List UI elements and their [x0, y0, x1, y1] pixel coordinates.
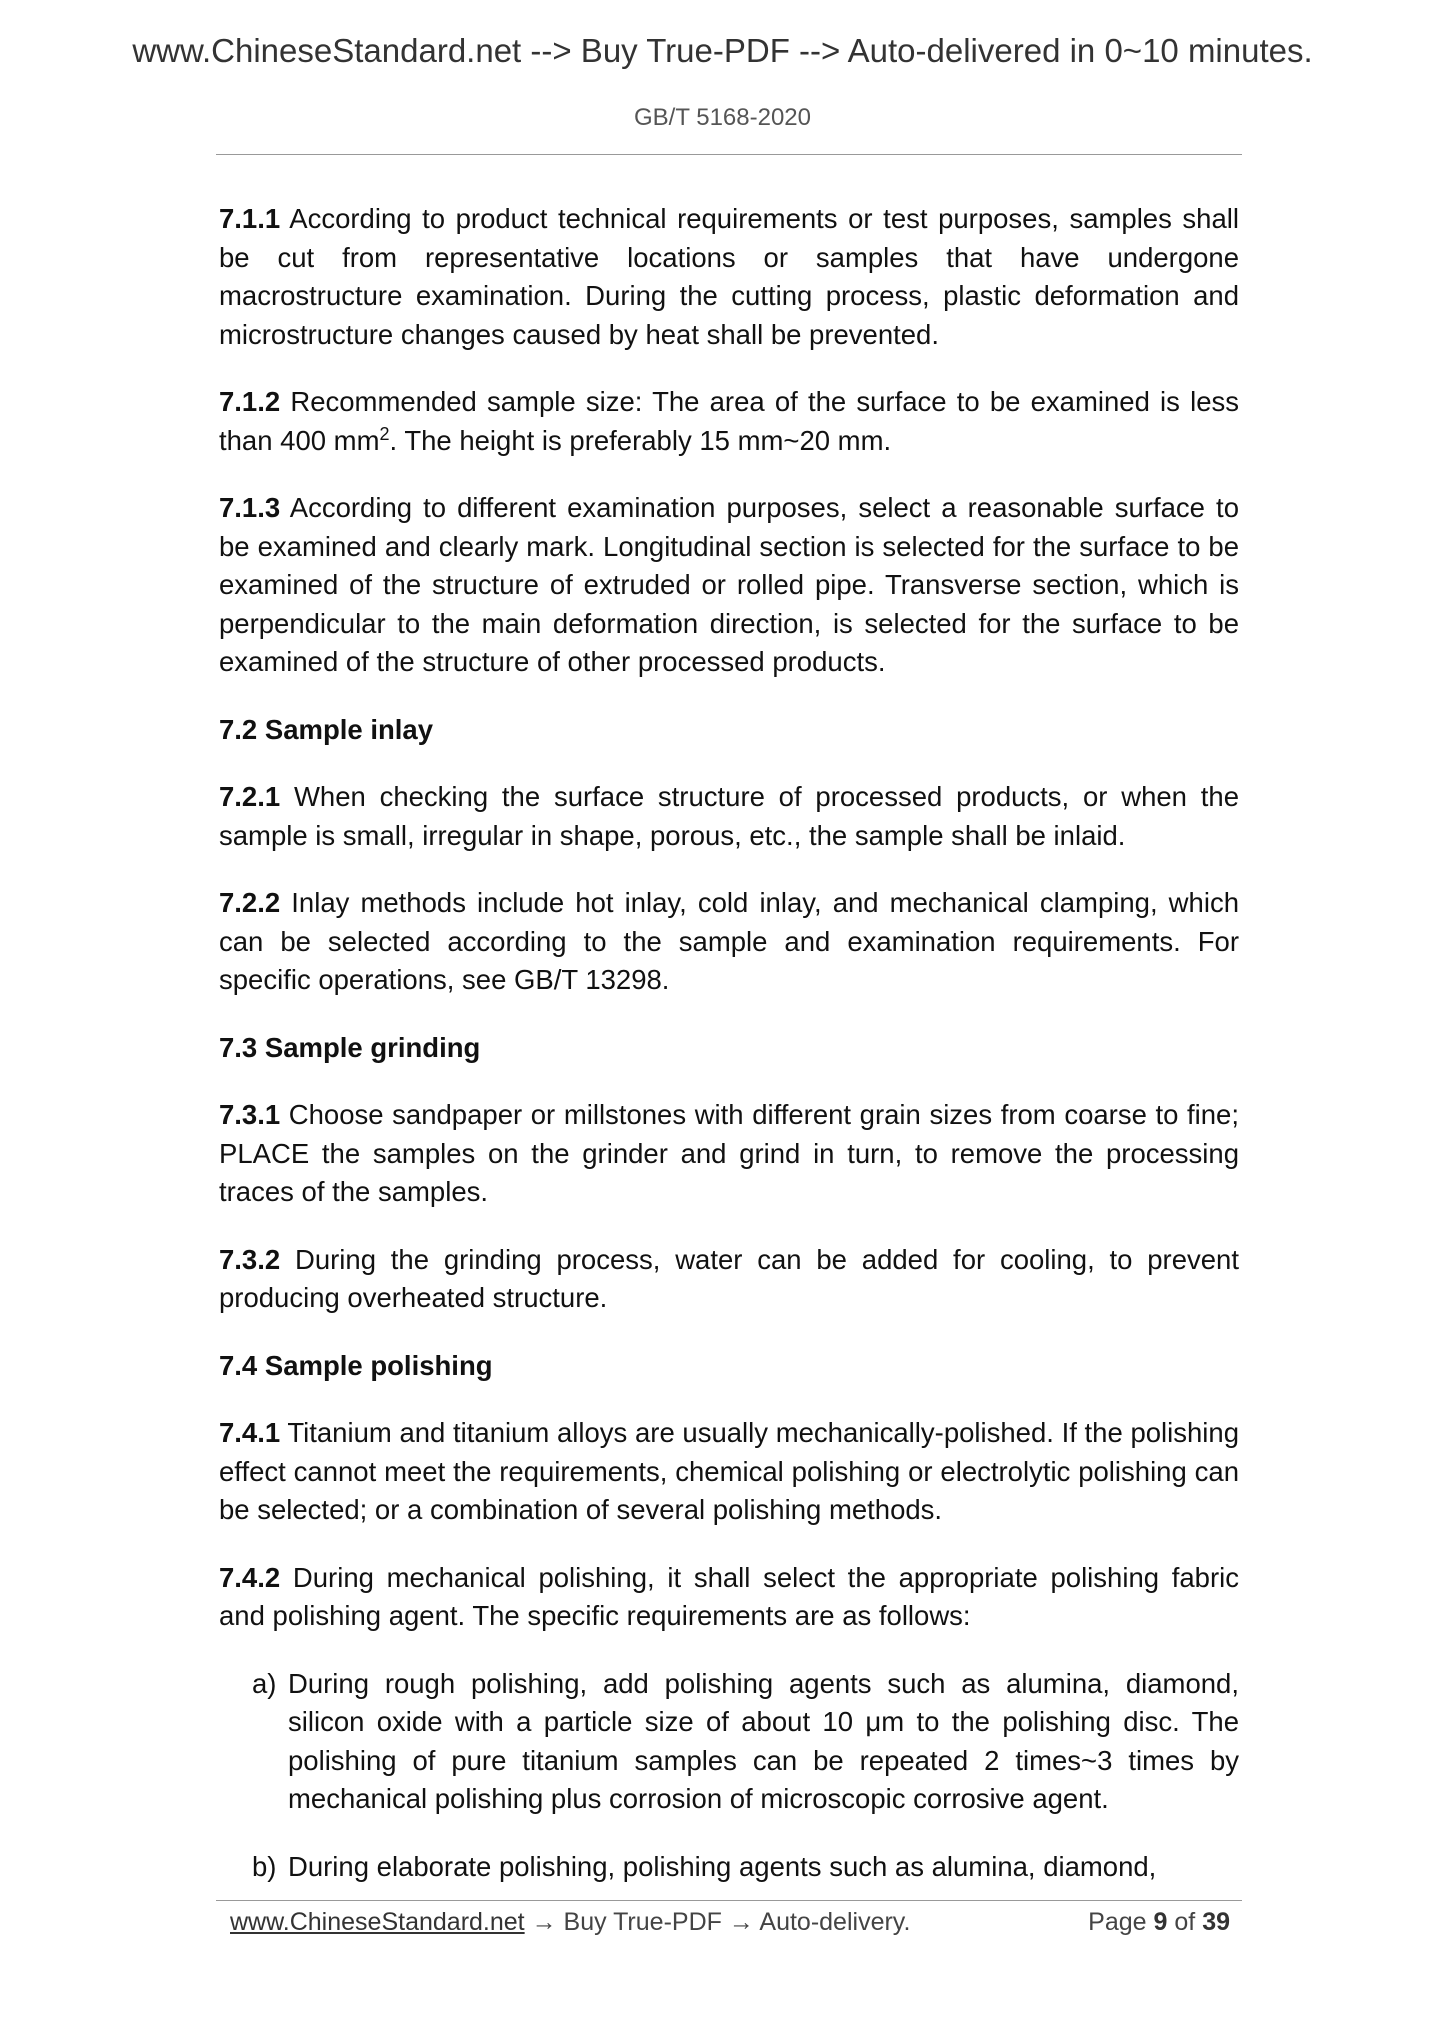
paragraph-text: . The height is preferably 15 mm~20 mm. — [389, 424, 892, 456]
section-heading-7-4: 7.4 Sample polishing — [219, 1349, 493, 1381]
clause-number: 7.2.2 — [219, 887, 281, 918]
paragraph-7-1-2 — [219, 383, 1239, 460]
clause-number: 7.2.1 — [219, 781, 281, 812]
page-total: 39 — [1202, 1908, 1230, 1936]
paragraph-7-4-2 — [219, 1559, 1239, 1636]
footer-tagline: → Buy True-PDF → Auto-delivery. — [524, 1908, 911, 1936]
paragraph-text: During mechanical polishing, it shall select the appropriate polishing fabric and polishing agent. The specific requirements are as follows: — [219, 1561, 1239, 1631]
page-body — [219, 200, 1239, 1915]
clause-number: 7.4.2 — [219, 1561, 281, 1593]
clause-number: 7.3.1 — [219, 1099, 281, 1130]
paragraph-text: When checking the surface structure of processed products, or when the sample is small, irregular in shape, porous, etc., the sample shall be inlaid. — [219, 781, 1239, 851]
superscript: 2 — [379, 423, 390, 444]
of-label: of — [1174, 1908, 1196, 1936]
clause-number: 7.1.2 — [219, 386, 281, 417]
paragraph-text: According to product technical requirements or test purposes, samples shall be cut from representative locations or samples that have undergone macrostructure examination. During the cutting process, plastic deformation and microstructure changes caused by heat shall be prevented. — [219, 203, 1239, 350]
list-item-a — [252, 1665, 1239, 1819]
paragraph-7-2-1 — [219, 778, 1239, 855]
paragraph-text: During the grinding process, water can be added for cooling, to prevent producing overheated structure. — [219, 1243, 1239, 1313]
paragraph-7-3-2 — [219, 1241, 1239, 1318]
page-number: 9 — [1153, 1908, 1168, 1936]
paragraph-text: Choose sandpaper or millstones with different grain sizes from coarse to fine; PLACE the samples on the grinder and grind in turn, to remove the processing traces of the samples. — [219, 1099, 1239, 1207]
paragraph-7-4-1 — [219, 1414, 1239, 1530]
paragraph-7-1-1 — [219, 200, 1239, 354]
clause-number: 7.4.1 — [219, 1417, 281, 1448]
paragraph-text: Inlay methods include hot inlay, cold inlay, and mechanical clamping, which can be selected according to the sample and examination requirements. For specific operations, see GB/T 13298. — [219, 887, 1239, 995]
list-item-text: During rough polishing, add polishing agents such as alumina, diamond, silicon oxide with a particle size of about 10 μm to the polishing disc. The polishing of pure titanium samples can be repeated 2 times~3 times by mechanical polishing plus corrosion of microscopic corrosive agent. — [288, 1667, 1239, 1814]
page-footer — [230, 1908, 1230, 1937]
list-marker: b) — [252, 1850, 277, 1882]
page-label: Page — [1088, 1908, 1147, 1936]
footer-divider — [216, 1900, 1242, 1901]
top-banner: www.ChineseStandard.net --> Buy True-PDF --> Auto-delivered in 0~10 minutes. — [132, 32, 1313, 69]
header-divider — [216, 154, 1242, 155]
paragraph-7-3-1 — [219, 1096, 1239, 1212]
paragraph-text: Recommended sample size: The area of the surface to be examined is less than 400 mm — [219, 386, 1239, 456]
list-marker: a) — [252, 1667, 277, 1699]
clause-number: 7.1.1 — [219, 203, 281, 234]
page-indicator — [1088, 1908, 1230, 1937]
document-code: GB/T 5168-2020 — [633, 104, 811, 131]
list-item-text: During elaborate polishing, polishing agents such as alumina, diamond, — [288, 1850, 1157, 1882]
section-heading-7-3: 7.3 Sample grinding — [219, 1031, 481, 1063]
paragraph-7-2-2 — [219, 884, 1239, 1000]
paragraph-7-1-3 — [219, 489, 1239, 682]
paragraph-text: According to different examination purposes, select a reasonable surface to be examined and clearly mark. Longitudinal section is selected for the surface to be examined of the structure of extruded or rolled pipe. Transverse section, which is perpendicular to the main deformation direction, is selected for the surface to be examined of the structure of other processed products. — [219, 492, 1239, 677]
clause-number: 7.1.3 — [219, 492, 281, 523]
clause-number: 7.3.2 — [219, 1243, 281, 1275]
list-item-b — [252, 1848, 1239, 1887]
section-heading-7-2: 7.2 Sample inlay — [219, 713, 433, 745]
paragraph-text: Titanium and titanium alloys are usually mechanically-polished. If the polishing effect cannot meet the requirements, chemical polishing or electrolytic polishing can be selected; or a combination of several polishing methods. — [219, 1417, 1239, 1525]
footer-website-link[interactable]: www.ChineseStandard.net — [230, 1908, 525, 1936]
